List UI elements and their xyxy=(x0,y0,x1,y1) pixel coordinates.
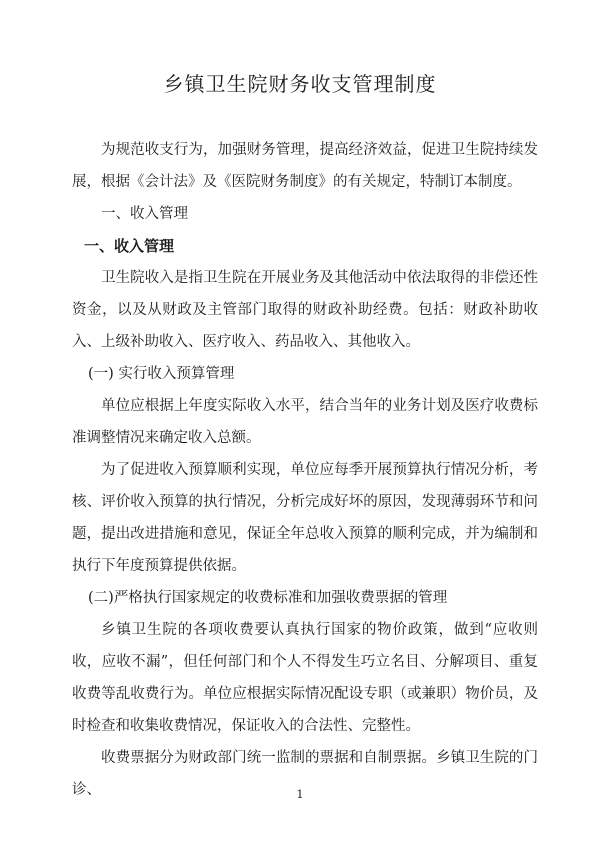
paragraph-budget-analysis: 为了促进收入预算顺利实现，单位应每季开展预算执行情况分析，考核、评价收入预算的执行情况，分析完成好坏的原因，发现薄弱环节和问题，提出改进措施和意见，保证全年总收入预算的顺利完成，并为编制和执行下年度预算提供依据。 xyxy=(72,462,538,574)
subheading-fees: (二)严格执行国家规定的收费标准和加强收费票据的管理 xyxy=(88,590,448,606)
page-number: 1 xyxy=(296,788,304,801)
paragraph-receipts: 收费票据分为财政部门统一监制的票据和自制票据。乡镇卫生院的门诊、 xyxy=(72,750,538,798)
section-heading-income-bold: 一、收入管理 xyxy=(84,237,175,255)
subheading-budget: (一) 实行收入预算管理 xyxy=(88,366,235,382)
paragraph-budget-basis: 单位应根据上年度实际收入水平，结合当年的业务计划及医疗收费标准调整情况来确定收入总额。 xyxy=(72,398,538,446)
document-title: 乡镇卫生院财务收支管理制度 xyxy=(163,72,437,96)
paragraph-income-definition: 卫生院收入是指卫生院在开展业务及其他活动中依法取得的非偿还性资金，以及从财政及主管部门取得的财政补助经费。包括：财政补助收入、上级补助收入、医疗收入、药品收入、其他收入。 xyxy=(72,270,538,350)
section-heading-income: 一、收入管理 xyxy=(101,206,188,222)
intro-paragraph: 为规范收支行为，加强财务管理，提高经济效益，促进卫生院持续发展，根据《会计法》及《医院财务制度》的有关规定，特制订本制度。 xyxy=(72,142,538,190)
paragraph-fee-policy: 乡镇卫生院的各项收费要认真执行国家的物价政策，做到“应收则收，应收不漏”，但任何部门和个人不得发生巧立名目、分解项目、重复收费等乱收费行为。单位应根据实际情况配设专职（或兼职）物价员，及时检查和收集收费情况，保证收入的合法性、完整性。 xyxy=(72,622,538,734)
